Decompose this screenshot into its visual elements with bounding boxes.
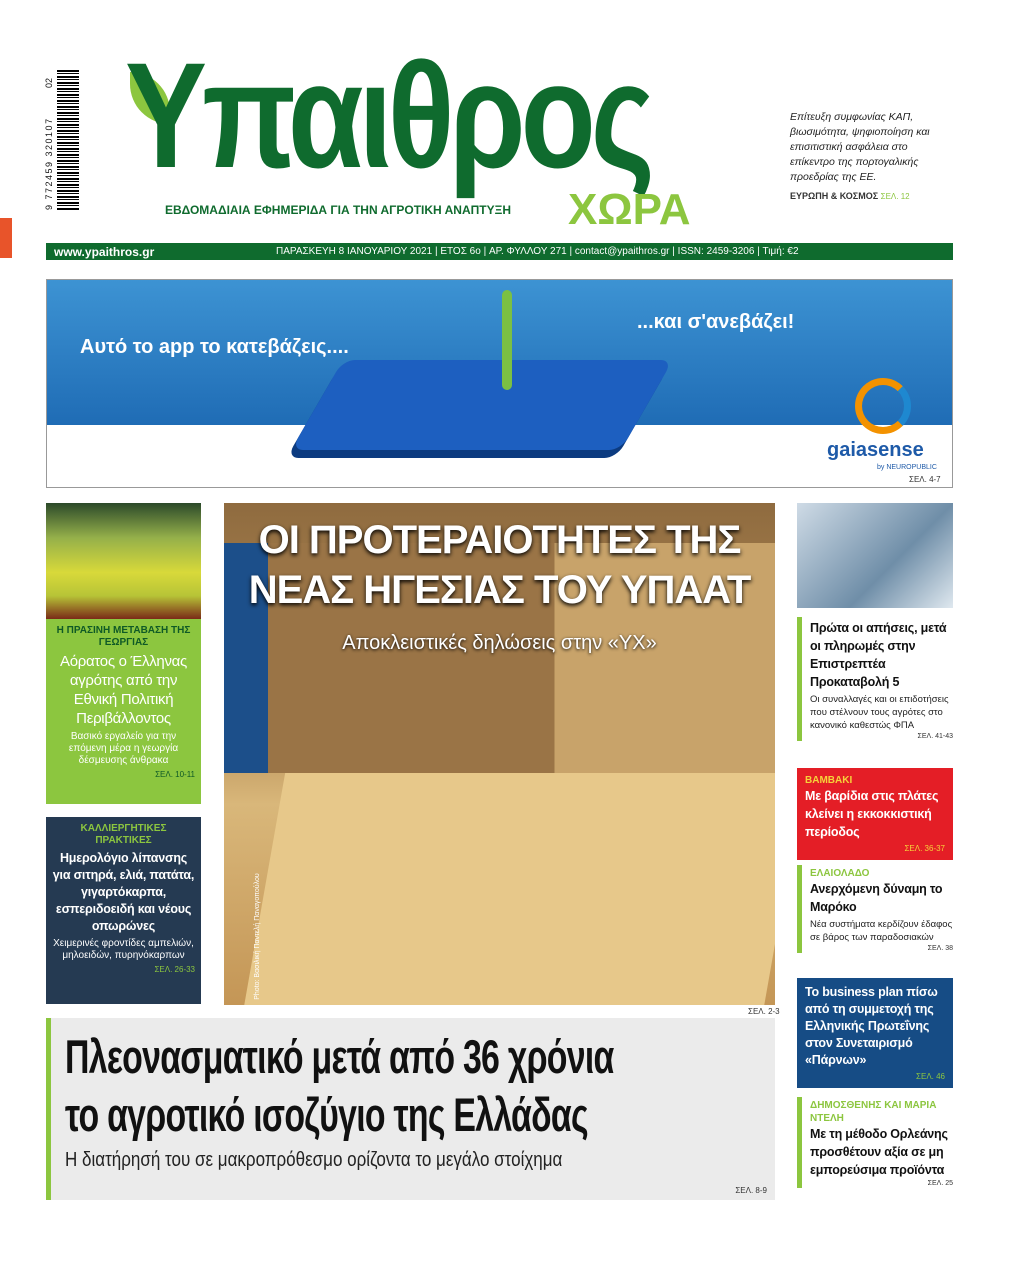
story-subhead: Οι συναλλαγές και οι επιδοτήσεις που στέλνουν τους αγρότες στο κανονικό καθεστώς ΦΠΑ: [810, 694, 949, 731]
issue-date: ΠΑΡΑΣΚΕΥΗ 8 ΙΑΝΟΥΑΡΙΟΥ 2021: [276, 246, 433, 257]
ad-left-text: Αυτό το app το κατεβάζεις....: [80, 336, 349, 358]
story-page-ref: ΣΕΛ. 25: [927, 1180, 953, 1187]
logo-subtitle: ΧΩΡΑ: [568, 185, 691, 234]
ad-page-ref: ΣΕΛ. 4-7: [909, 475, 941, 484]
ad-brand: gaiasense: [827, 439, 924, 461]
tagline: ΕΒΔΟΜΑΔΙΑΙΑ ΕΦΗΜΕΡΙΔΑ ΓΙΑ ΤΗΝ ΑΓΡΟΤΙΚΗ ΑΝΑΠΤΥΞΗ: [165, 203, 511, 217]
story-page-ref: ΣΕΛ. 26-33: [154, 965, 195, 974]
bottom-page-ref: ΣΕΛ. 8-9: [735, 1186, 767, 1195]
olive-grove-photo: [46, 503, 201, 619]
website-link[interactable]: www.ypaithros.gr: [54, 244, 155, 259]
promo-section: ΕΥΡΩΠΗ & ΚΟΣΜΟΣ: [790, 191, 879, 201]
story-green-transition[interactable]: [46, 619, 201, 804]
story-subhead: Βασικό εργαλείο για την επόμενη μέρα η γεωργία δέσμευσης άνθρακα: [68, 731, 179, 766]
issue-year: ΕΤΟΣ 6ο: [440, 246, 481, 257]
promo-text: Επίτευξη συμφωνίας ΚΑΠ, βιωσιμότητα, ψηφιοποίηση και επισιτιστική ασφάλεια στο επίκεντρο της πορτογαλικής προεδρίας της ΕΕ.: [790, 111, 930, 183]
story-advance-payment[interactable]: [797, 617, 953, 741]
story-kicker: ΕΛΑΙΟΛΑΔΟ: [810, 868, 870, 879]
story-headline: Με τη μέθοδο Ορλεάνης προσθέτουν αξία σε μη εμπορεύσιμα προϊόντα: [810, 1127, 948, 1177]
issue-number: ΑΡ. ΦΥΛΛΟΥ 271: [488, 246, 567, 257]
promo-teaser[interactable]: [790, 110, 950, 202]
story-headline: Αόρατος ο Έλληνας αγρότης από την Εθνική Πολιτική Περιβάλλοντος: [60, 653, 187, 727]
story-olive-oil[interactable]: [797, 865, 953, 953]
story-page-ref: ΣΕΛ. 38: [927, 945, 953, 952]
story-business-plan[interactable]: [797, 978, 953, 1088]
main-page-ref: ΣΕΛ. 2-3: [748, 1007, 780, 1016]
ad-right-text: ...και σ'ανεβάζει!: [637, 311, 795, 333]
story-headline: Πρώτα οι απήσεις, μετά οι πληρωμές στην Επιστρεπτέα Προκαταβολή 5: [810, 621, 947, 689]
main-subhead: Αποκλειστικές δηλώσεις στην «ΥΧ»: [342, 632, 657, 654]
story-headline: Με βαρίδια στις πλάτες κλείνει η εκκοκκιστική περίοδος: [805, 789, 939, 839]
contact-email[interactable]: contact@ypaithros.gr: [574, 246, 670, 257]
main-headline-line-1: ΟΙ ΠΡΟΤΕΡΑΙΟΤΗΤΕΣ ΤΗΣ: [258, 518, 741, 562]
story-page-ref: ΣΕΛ. 46: [916, 1072, 945, 1081]
gaiasense-logo-icon: [855, 378, 911, 434]
finance-photo: [797, 503, 953, 608]
story-page-ref: ΣΕΛ. 36-37: [904, 844, 945, 853]
info-bar: www.ypaithros.gr ΠΑΡΑΣΚΕΥΗ 8 ΙΑΝΟΥΑΡΙΟΥ 2021 | ΕΤΟΣ 6ο | ΑΡ. ΦΥΛΛΟΥ 271 | contact@ypaithros.gr | ISSN: 2459-3206 | Τιμή: €2: [46, 243, 953, 260]
story-page-ref: ΣΕΛ. 10-11: [155, 770, 195, 779]
issue-code: 02: [44, 77, 54, 88]
story-cotton[interactable]: [797, 768, 953, 860]
story-subhead: Νέα συστήματα κερδίζουν έδαφος σε βάρος των παραδοσιακών: [810, 919, 953, 943]
phone-illustration: [291, 360, 673, 450]
meeting-table: [243, 773, 775, 1005]
photo-credit: Photo: Βασιλική Παντελή Παναγοπούλου: [253, 873, 261, 1000]
barcode: [57, 70, 79, 210]
newspaper-logo: Υπαιθρος: [125, 31, 650, 199]
bottom-headline-line-1: Πλεονασματικό μετά από 36 χρόνια: [65, 1030, 614, 1083]
main-headline: [224, 515, 775, 615]
price: Τιμή: €2: [762, 246, 799, 257]
story-headline: Το business plan πίσω από τη συμμετοχή της Ελληνικής Πρωτεΐνης στον Συνεταιρισμό «Πάρνων»: [805, 985, 938, 1067]
story-kicker: ΒΑΜΒΑΚΙ: [805, 775, 853, 786]
story-headline: Ημερολόγιο λίπανσης για σιτηρά, ελιά, πατάτα, γιγαρτόκαρπα, εσπεριδοειδή και νέους οπωρώνες: [52, 851, 195, 933]
plant-illustration: [502, 290, 512, 390]
bottom-subhead: Η διατήρησή του σε μακροπρόθεσμο ορίζοντα το μεγάλο στοίχημα: [65, 1149, 563, 1171]
promo-page: ΣΕΛ. 12: [880, 192, 910, 201]
main-headline-line-2: ΝΕΑΣ ΗΓΕΣΙΑΣ ΤΟΥ ΥΠΑΑΤ: [248, 568, 751, 612]
story-page-ref: ΣΕΛ. 41-43: [917, 733, 953, 740]
bottom-story-trade-balance[interactable]: [46, 1018, 775, 1200]
issn: ISSN: 2459-3206: [677, 246, 755, 257]
story-kicker: Η ΠΡΑΣΙΝΗ ΜΕΤΑΒΑΣΗ ΤΗΣ ΓΕΩΡΓΙΑΣ: [56, 625, 191, 648]
main-story-photo[interactable]: [224, 503, 775, 1005]
story-fertilization[interactable]: [46, 817, 201, 1004]
story-kicker: ΚΑΛΛΙΕΡΓΗΤΙΚΕΣ ΠΡΑΚΤΙΚΕΣ: [80, 823, 167, 846]
story-subhead: Χειμερινές φροντίδες αμπελιών, μηλοειδών, πυρηνόκαρπων: [53, 938, 194, 961]
barcode-digits: 9 772459 320107: [44, 117, 54, 210]
story-kicker: ΔΗΜΟΣΘΕΝΗΣ ΚΑΙ ΜΑΡΙΑ ΝΤΕΛΗ: [810, 1100, 937, 1124]
gaiasense-ad-banner[interactable]: [46, 279, 953, 488]
story-orleans-method[interactable]: [797, 1097, 953, 1188]
bottom-headline-line-2: το αγροτικό ισοζύγιο της Ελλάδας: [65, 1088, 588, 1141]
side-tab: [0, 218, 12, 258]
ad-brand-by: by NEUROPUBLIC: [877, 464, 937, 471]
story-headline: Ανερχόμενη δύναμη το Μαρόκο: [810, 882, 943, 914]
